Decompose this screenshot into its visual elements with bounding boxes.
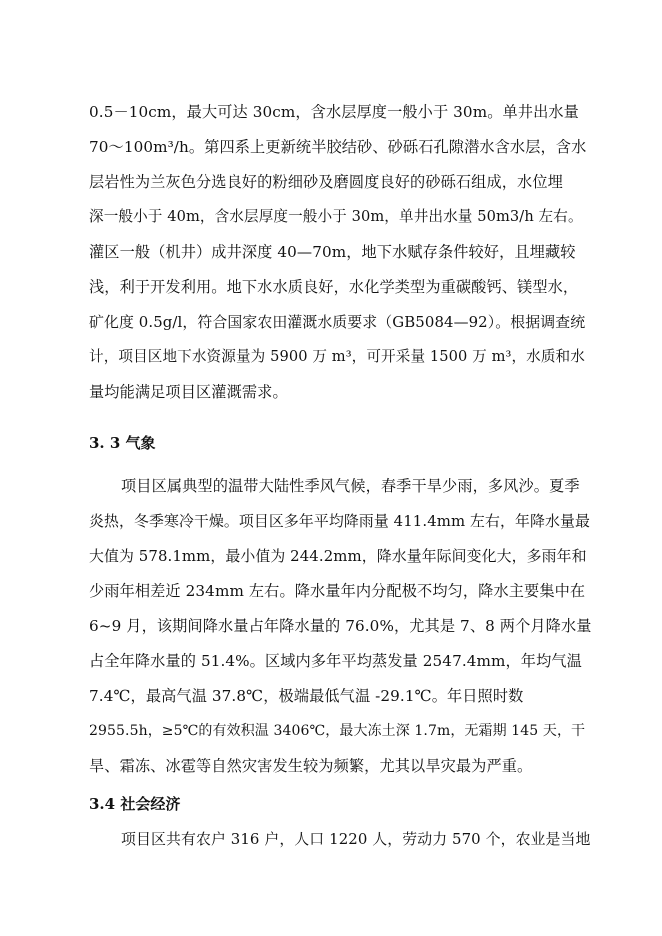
paragraph-line: 7.4℃，最高气温 37.8℃，极端最低气温 -29.1℃。年日照时数 (89, 687, 524, 705)
paragraph-line: 浅，利于开发利用。地下水水质良好，水化学类型为重碳酸钙、镁型水， (89, 278, 579, 296)
paragraph-line: 量均能满足项目区灌溉需求。 (89, 383, 288, 401)
paragraph-line: 层岩性为兰灰色分选良好的粉细砂及磨圆度良好的砂砾石组成，水位埋 (89, 173, 563, 191)
paragraph-line: 旱、霜冻、冰雹等自然灾害发生较为频繁，尤其以旱灾最为严重。 (89, 757, 533, 775)
section-heading-economy: 3.4 社会经济 (89, 795, 181, 813)
paragraph-line: 占全年降水量的 51.4%。区域内多年平均蒸发量 2547.4mm，年均气温 (89, 652, 582, 670)
paragraph-line: 少雨年相差近 234mm 左右。降水量年内分配极不均匀，降水主要集中在 (89, 582, 586, 600)
paragraph-line: 深一般小于 40m，含水层厚度一般小于 30m，单井出水量 50m3/h 左右。 (89, 208, 583, 225)
paragraph-line: 计，项目区地下水资源量为 5900 万 m³，可开采量 1500 万 m³，水质和水 (89, 348, 585, 365)
paragraph-line: 炎热，冬季寒冷干燥。项目区多年平均降雨量 411.4mm 左右，年降水量最 (89, 512, 590, 530)
paragraph-line: 灌区一般（机井）成井深度 40—70m，地下水赋存条件较好，且埋藏较 (89, 243, 576, 261)
paragraph-line: 矿化度 0.5g/l，符合国家农田灌溉水质要求（GB5084—92）。根据调查统 (89, 313, 586, 331)
paragraph-line: 大值为 578.1mm，最小值为 244.2mm，降水量年际间变化大，多雨年和 (89, 547, 587, 565)
paragraph-line: 0.5－10cm，最大可达 30cm，含水层厚度一般小于 30m。单井出水量 (89, 103, 579, 121)
paragraph-line: 项目区属典型的温带大陆性季风气候，春季干旱少雨，多风沙。夏季 (121, 477, 580, 495)
paragraph-line: 70～100m³/h。第四系上更新统半胶结砂、砂砾石孔隙潜水含水层，含水 (89, 138, 587, 156)
section-heading-climate: 3. 3 气象 (89, 434, 156, 452)
paragraph-line: 6~9 月，该期间降水量占年降水量的 76.0%，尤其是 7、8 两个月降水量 (89, 617, 592, 635)
paragraph-line: 2955.5h，≥5℃的有效积温 3406℃，最大冻土深 1.7m，无霜期 145 天，干 (89, 723, 586, 739)
paragraph-line: 项目区共有农户 316 户，人口 1220 人，劳动力 570 个，农业是当地 (121, 830, 591, 848)
